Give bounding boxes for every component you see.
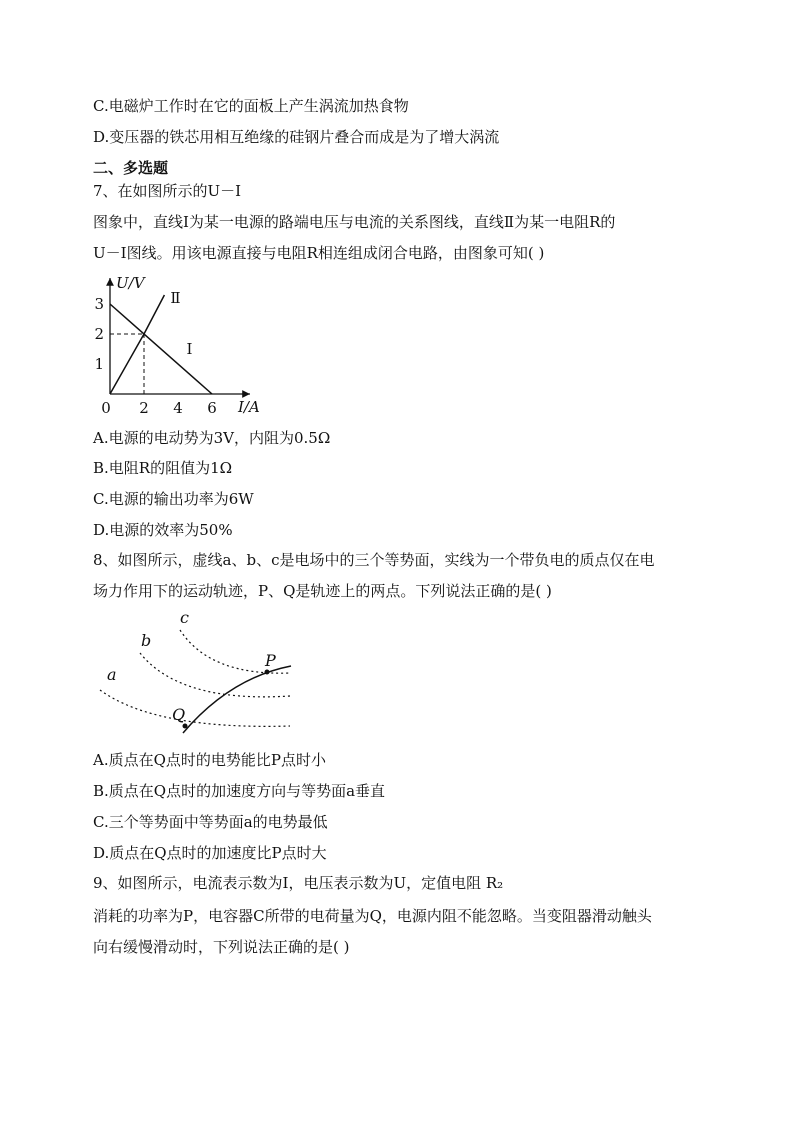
q8-stem-line-1: 8、如图所示，虚线a、b、c是电场中的三个等势面，实线为一个带负电的质点仅在电 (93, 551, 655, 569)
q7-y-tick-label: 3 (94, 295, 104, 313)
q7-stem-line-2: 图象中，直线Ⅰ为某一电源的路端电压与电流的关系图线，直线Ⅱ为某一电阻R的 (93, 213, 616, 231)
q8-label-a: a (107, 665, 117, 684)
q8-point-p (265, 670, 270, 675)
q6-option-d: D.变压器的铁芯用相互绝缘的硅钢片叠合而成是为了增大涡流 (93, 128, 500, 146)
section-title-multiple-choice: 二、多选题 (93, 159, 169, 177)
q7-x-tick-label: 6 (207, 399, 217, 417)
q7-y-axis-label: U/V (116, 274, 145, 292)
q6-option-c: C.电磁炉工作时在它的面板上产生涡流加热食物 (93, 97, 409, 115)
q8-option-a: A.质点在Q点时的电势能比P点时小 (93, 751, 326, 769)
q8-equipotential-figure (95, 608, 305, 738)
q7-x-tick-label: 2 (139, 399, 149, 417)
q8-label-p: P (265, 651, 276, 670)
q7-ui-graph (90, 270, 290, 420)
q8-option-b: B.质点在Q点时的加速度方向与等势面a垂直 (93, 782, 386, 800)
q7-series-label-1: Ⅰ (186, 340, 193, 358)
q7-option-c: C.电源的输出功率为6W (93, 490, 254, 508)
q8-label-c: c (180, 608, 189, 627)
q8-label-q: Q (172, 705, 186, 724)
q7-y-tick-label: 1 (94, 355, 104, 373)
q9-stem-line-2: 消耗的功率为P，电容器C所带的电荷量为Q，电源内阻不能忽略。当变阻器滑动触头 (93, 907, 652, 925)
q9-stem-line-1: 9、如图所示，电流表示数为I，电压表示数为U，定值电阻 R₂ (93, 874, 504, 892)
q8-option-d: D.质点在Q点时的加速度比P点时大 (93, 844, 327, 862)
q7-option-a: A.电源的电动势为3V，内阻为0.5Ω (93, 429, 331, 447)
q7-series-label-2: Ⅱ (170, 289, 181, 307)
q9-stem-line-3: 向右缓慢滑动时，下列说法正确的是( ) (93, 938, 350, 956)
q7-option-b: B.电阻R的阻值为1Ω (93, 459, 233, 477)
q8-option-c: C.三个等势面中等势面a的电势最低 (93, 813, 328, 831)
q7-stem-line-3: U－I图线。用该电源直接与电阻R相连组成闭合电路，由图象可知( ) (93, 244, 545, 262)
q7-x-tick-label: 4 (173, 399, 183, 417)
q7-x-axis-label: I/A (238, 398, 260, 416)
q7-option-d: D.电源的效率为50% (93, 521, 233, 539)
q8-label-b: b (141, 631, 152, 650)
q7-series-line-1 (110, 304, 212, 394)
q8-stem-line-2: 场力作用下的运动轨迹，P、Q是轨迹上的两点。下列说法正确的是( ) (93, 582, 552, 600)
q8-point-q (183, 724, 188, 729)
q7-x-tick-label: 0 (101, 399, 111, 417)
q7-y-tick-label: 2 (94, 325, 104, 343)
q7-stem-line-1: 7、在如图所示的U－I (93, 182, 242, 200)
